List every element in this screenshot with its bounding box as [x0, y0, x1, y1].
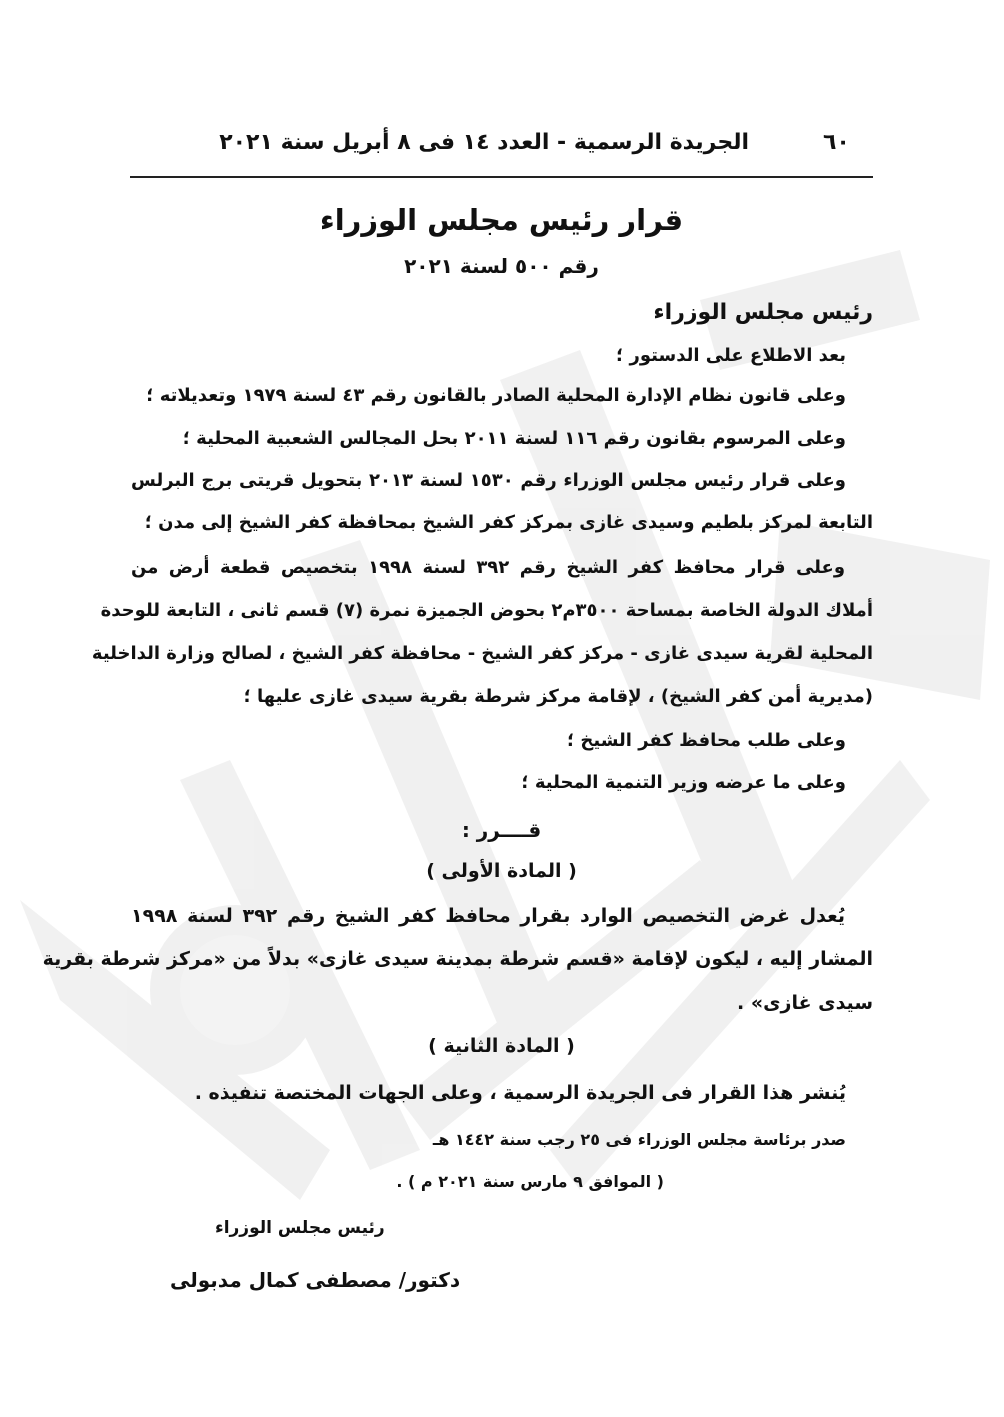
gazette-header: الجريدة الرسمية - العدد ١٤ فى ٨ أبريل سنة ٢٠٢١	[219, 130, 749, 155]
header-divider	[130, 176, 873, 178]
preamble-line: وعلى ما عرضه وزير التنمية المحلية ؛	[521, 772, 846, 793]
issuer-heading: رئيس مجلس الوزراء	[653, 300, 873, 325]
preamble-line: التابعة لمركز بلطيم وسيدى غازى بمركز كفر الشيخ بمحافظة كفر الشيخ إلى مدن ؛	[144, 512, 873, 533]
preamble-line: وعلى طلب محافظ كفر الشيخ ؛	[566, 730, 846, 751]
article-1-line: يُعدل غرض التخصيص الوارد بقرار محافظ كفر الشيخ رقم ٣٩٢ لسنة ١٩٩٨	[131, 905, 845, 927]
issued-gregorian: ( الموافق ٩ مارس سنة ٢٠٢١ م ) .	[396, 1172, 664, 1191]
decided-heading: قــــرر :	[461, 818, 542, 842]
decree-number: رقم ٥٠٠ لسنة ٢٠٢١	[404, 254, 599, 278]
article-1-line: سيدى غازى» .	[736, 992, 873, 1014]
signatory-name: دكتور/ مصطفى كمال مدبولى	[170, 1268, 461, 1292]
preamble-line: وعلى قانون نظام الإدارة المحلية الصادر بالقانون رقم ٤٣ لسنة ١٩٧٩ وتعديلاته ؛	[146, 385, 846, 406]
article-1-heading: ( المادة الأولى )	[426, 860, 577, 882]
preamble-line: أملاك الدولة الخاصة بمساحة ٣٥٠٠م٢ بحوض الجميزة نمرة (٧) قسم ثانى ، التابعة للوحدة	[100, 600, 873, 621]
issued-hijri: صدر برئاسة مجلس الوزراء فى ٢٥ رجب سنة ١٤٤٢ هـ	[432, 1130, 846, 1149]
preamble-line: (مديرية أمن كفر الشيخ) ، لإقامة مركز شرطة بقرية سيدى غازى عليها ؛	[243, 686, 873, 707]
preamble-line: المحلية لقرية سيدى غازى - مركز كفر الشيخ - محافظة كفر الشيخ ، لصالح وزارة الداخلية	[91, 643, 873, 664]
preamble-line: بعد الاطلاع على الدستور ؛	[616, 345, 846, 366]
signatory-title: رئيس مجلس الوزراء	[215, 1218, 385, 1238]
article-2-heading: ( المادة الثانية )	[428, 1035, 575, 1057]
article-1-line: المشار إليه ، ليكون لإقامة «قسم شرطة بمدينة سيدى غازى» بدلاً من «مركز شرطة بقرية	[42, 948, 873, 970]
page-number: ٦٠	[823, 130, 850, 155]
preamble-line: وعلى قرار رئيس مجلس الوزراء رقم ١٥٣٠ لسنة ٢٠١٣ بتحويل قريتى برج البرلس	[131, 470, 846, 491]
preamble-line: وعلى المرسوم بقانون رقم ١١٦ لسنة ٢٠١١ بحل المجالس الشعبية المحلية ؛	[182, 428, 846, 449]
decree-title: قرار رئيس مجلس الوزراء	[319, 203, 684, 237]
article-2-line: يُنشر هذا القرار فى الجريدة الرسمية ، وعلى الجهات المختصة تنفيذه .	[194, 1082, 846, 1104]
preamble-line: وعلى قرار محافظ كفر الشيخ رقم ٣٩٢ لسنة ١٩٩٨ بتخصيص قطعة أرض من	[131, 557, 846, 578]
